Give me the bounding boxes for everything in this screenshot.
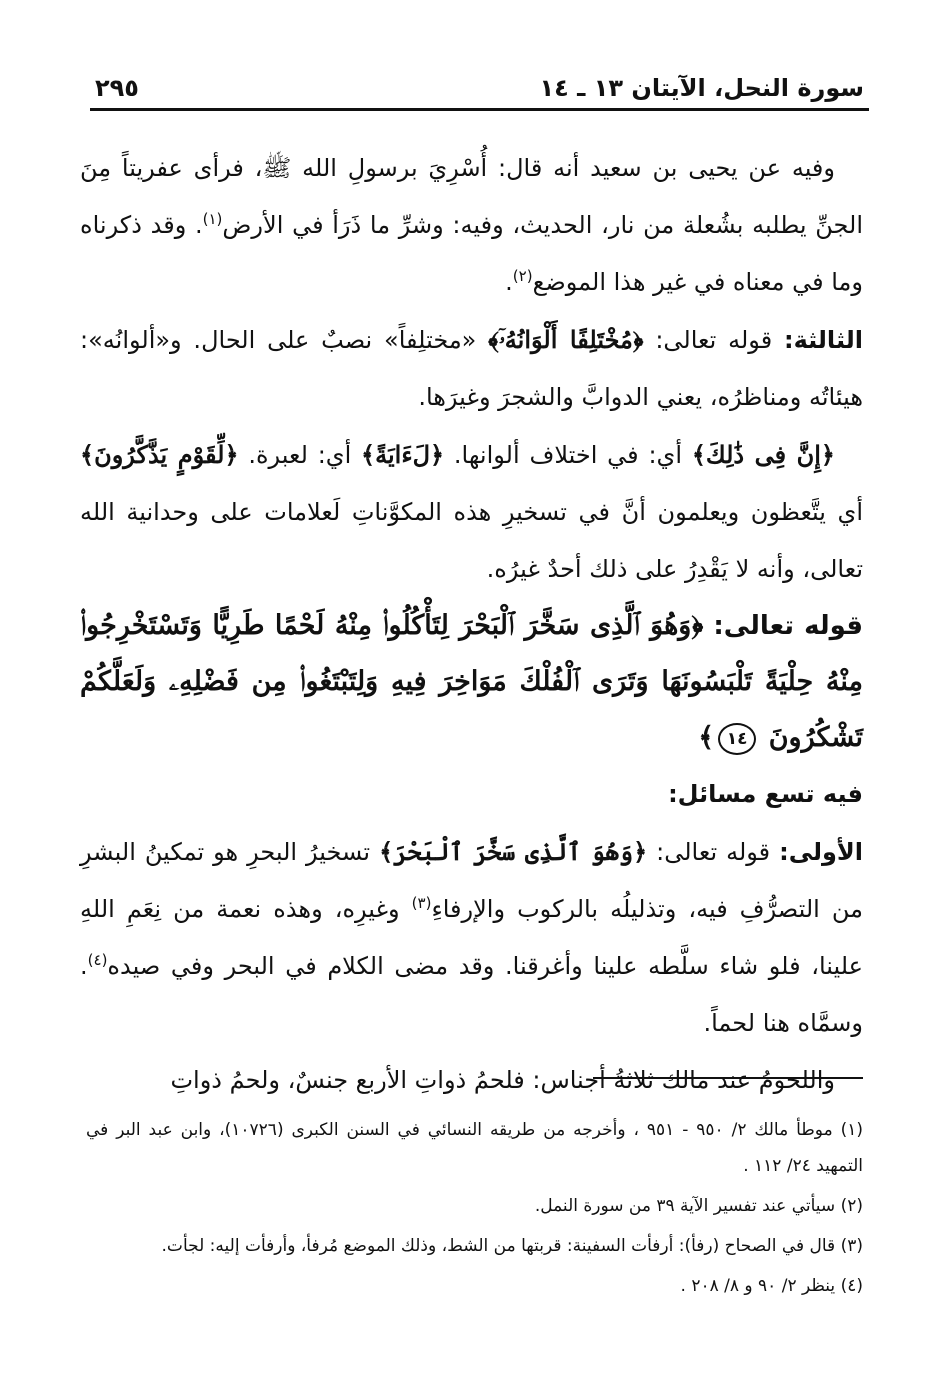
- verse-number-badge: ١٤: [718, 723, 756, 755]
- quran-quote: ﴿لَءَايَةً﴾: [361, 440, 445, 469]
- paragraph-2: [80, 311, 863, 426]
- paragraph-5: واللحومُ عند مالك ثلاثةُ أجناس: فلحمُ ذواتِ الأربع جنسٌ، ولحمُ ذواتِ: [170, 1066, 835, 1094]
- footnote-rule: [593, 1077, 863, 1079]
- paragraph-2-text-b: «مختلِفاً» نصبٌ على الحال. و«ألوانُه»: هيئاتُه ومناظرُه، يعني الدوابَّ والشجرَ وغيرَها.: [80, 326, 863, 411]
- verse-lead: قوله تعالى:: [703, 611, 863, 641]
- footnote-3: (٣) قال في الصحاح (رفأ): أرفأت السفينة: قربتها من الشط، وذلك الموضع مُرفأ، وأرفأت إليه: لجأت.: [161, 1236, 863, 1256]
- page-number: ٢٩٥: [95, 74, 139, 102]
- footnote-ref-4: (٤): [87, 951, 108, 969]
- paragraph-4-text-a: قوله تعالى:: [647, 838, 780, 866]
- issue-third-label: الثالثة:: [783, 326, 863, 354]
- footnote-2: (٢) سيأتي عند تفسير الآية ٣٩ من سورة النمل.: [534, 1196, 863, 1216]
- paragraph-1-end: .: [505, 268, 513, 296]
- verse-block: [80, 598, 863, 766]
- paragraph-2-text-a: قوله تعالى:: [643, 326, 784, 354]
- page-header: [95, 70, 864, 102]
- paragraph-3-text-c: أي يتَّعظون ويعلمون أنَّ في تسخيرِ هذه المكوَّناتِ لَعلامات على وحدانية الله تعالى، وأنه لا يَقْدِرُ على ذلك أحدٌ غيرُه.: [80, 498, 863, 583]
- paragraph-4-text-d: . وسمَّاه هنا لحماً.: [80, 952, 863, 1037]
- header-rule: [90, 108, 869, 111]
- verse-close: ﴾: [698, 722, 715, 753]
- main-text: [80, 140, 863, 1109]
- footnotes: [86, 1112, 863, 1308]
- footnote-ref-3: (٣): [411, 894, 432, 912]
- footnote-4: (٤) ينظر ٢/ ٩٠ و ٨/ ٢٠٨ .: [680, 1276, 863, 1296]
- paragraph-1-text: وفيه عن يحيى بن سعيد أنه قال: أُسْرِيَ برسولِ الله ﷺ، فرأى عفريتاً مِنَ الجنِّ يطلبه بشُعلة من نار، الحديث، وفيه: وشرِّ ما ذَرَأ في الأرض: [80, 154, 864, 239]
- quran-quote: ﴿لِّقَوْمٍ يَذَّكَّرُونَ﴾: [80, 440, 239, 469]
- paragraph-4-text-c: وغيرِه، وهذه نعمة من نِعَمِ اللهِ علينا، فلو شاء سلَّطه علينا وأغرقنا. وقد مضى الكلام في البحر وفي صيده: [80, 895, 863, 980]
- footnote-ref-1: (١): [202, 210, 223, 228]
- quran-quote: ﴿مُخْتَلِفًا أَلْوَانُهُۥٓ﴾: [488, 325, 644, 354]
- paragraph-3: [80, 426, 863, 598]
- paragraph-3-text-a: أي: في اختلاف ألوانها.: [444, 441, 692, 469]
- section-heading: فيه تسع مسائل:: [668, 780, 863, 808]
- verse-text: ﴿وَهُوَ ٱلَّذِى سَخَّرَ ٱلْبَحْرَ لِتَأْكُلُوا۟ مِنْهُ لَحْمًا طَرِيًّا وَتَسْتَخْرِجُوا۟ مِنْهُ حِلْيَةً تَلْبَسُونَهَا وَتَرَى ٱلْفُلْكَ مَوَاخِرَ فِيهِ وَلِتَبْتَغُوا۟ مِن فَضْلِهِۦ وَلَعَلَّكُمْ تَشْكُرُونَ: [80, 610, 863, 753]
- quran-quote: ﴿إِنَّ فِى ذَٰلِكَ﴾: [691, 440, 835, 469]
- running-title: سورة النحل، الآيتان ١٣ ـ ١٤: [539, 74, 864, 102]
- paragraph-3-text-b: أي: لعبرة.: [238, 441, 362, 469]
- paragraph-4: [80, 823, 863, 1052]
- quran-quote: ﴿وَهُوَ ٱلَّذِى سَخَّرَ ٱلْبَحْرَ﴾: [379, 837, 648, 866]
- paragraph-4-text-b: تسخيرُ البحرِ هو تمكينُ البشرِ من التصرُّفِ فيه، وتذليلُه بالركوب والإرفاءِ: [80, 838, 863, 923]
- footnote-1: (١) موطأ مالك ٢/ ٩٥٠ - ٩٥١ ، وأخرجه من طريقه النسائي في السنن الكبرى (١٠٧٢٦)، وابن عبد البر في التمهيد ٢٤/ ١١٢ .: [86, 1120, 864, 1176]
- paragraph-1-text-2: . وقد ذكرناه وما في معناه في غير هذا الموضع: [80, 211, 863, 296]
- footnote-ref-2: (٢): [512, 267, 533, 285]
- paragraph-1: [80, 140, 863, 311]
- issue-first-label: الأولى:: [779, 838, 863, 866]
